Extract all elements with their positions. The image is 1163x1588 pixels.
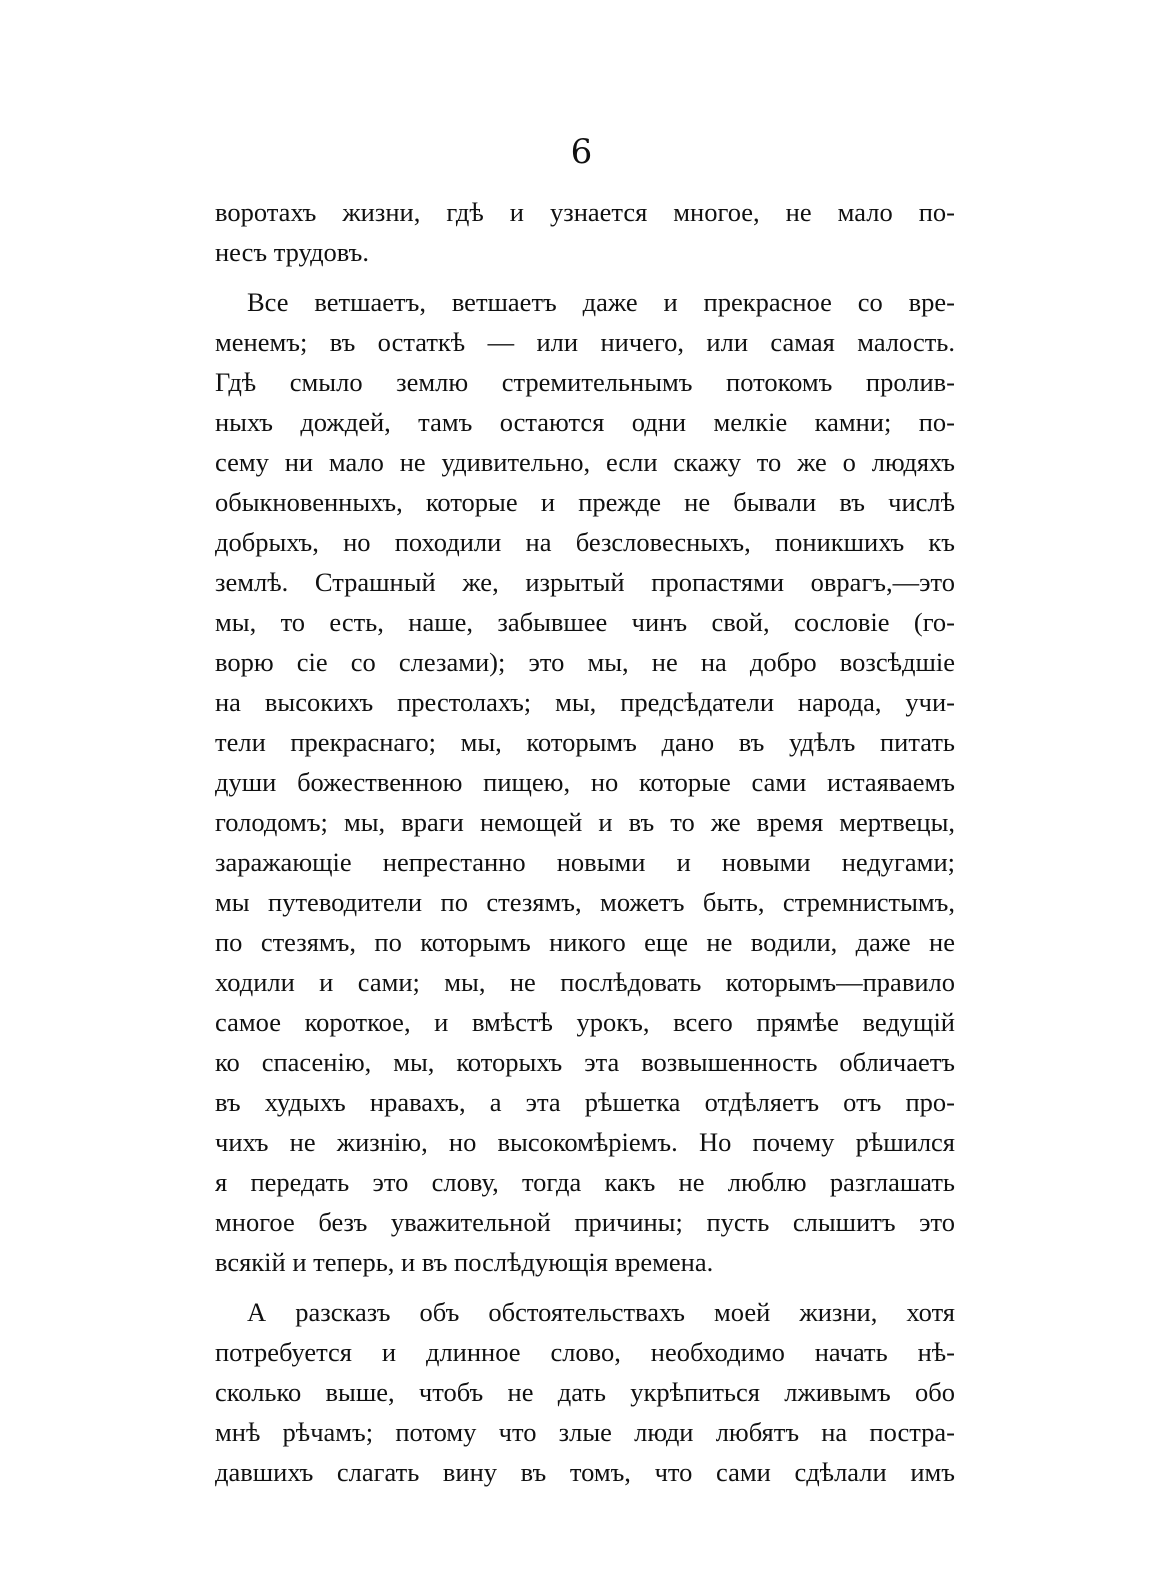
text-line: добрыхъ, но походили на безсловесныхъ, поникшихъ къ [215,527,955,557]
text-line: обыкновенныхъ, которые и прежде не бывали въ числѣ [215,487,955,517]
text-line: менемъ; въ остаткѣ — или ничего, или самая малость. [215,327,955,357]
text-line: Гдѣ смыло землю стремительнымъ потокомъ пролив- [215,367,955,397]
text-line: по стезямъ, по которымъ никого еще не водили, даже не [215,927,955,957]
body-text [215,192,955,1492]
text-line: на высокихъ престолахъ; мы, предсѣдатели народа, учи- [215,687,955,717]
paragraph [215,282,955,1282]
text-line: я передать это слову, тогда какъ не люблю разглашать [215,1167,955,1197]
text-line: мнѣ рѣчамъ; потому что злые люди любятъ на постра- [215,1417,955,1447]
text-line: давшихъ слагать вину въ томъ, что сами сдѣлали имъ [215,1457,955,1487]
text-line: всякій и теперь, и въ послѣдующія времена. [215,1247,714,1277]
text-line: потребуется и длинное слово, необходимо начать нѣ- [215,1337,955,1367]
text-line: мы путеводители по стезямъ, можетъ быть, стремнистымъ, [215,887,955,917]
text-line: души божественною пищею, но которые сами истаяваемъ [215,767,955,797]
text-line: въ худыхъ нравахъ, а эта рѣшетка отдѣляетъ отъ про- [215,1087,955,1117]
text-line: заражающіе непрестанно новыми и новыми недугами; [215,847,955,877]
text-line: воротахъ жизни, гдѣ и узнается многое, не мало по- [215,197,955,227]
paragraph [215,192,955,272]
text-line: ко спасенію, мы, которыхъ эта возвышенность обличаетъ [215,1047,955,1077]
text-line: самое короткое, и вмѣстѣ урокъ, всего прямѣе ведущій [215,1007,955,1037]
text-line: тели прекраснаго; мы, которымъ дано въ удѣлъ питать [215,727,955,757]
text-line: ходили и сами; мы, не послѣдовать которымъ—правило [215,967,955,997]
text-line: чихъ не жизнію, но высокомѣріемъ. Но почему рѣшился [215,1127,955,1157]
text-line: многое безъ уважительной причины; пусть слышитъ это [215,1207,955,1237]
text-line: ныхъ дождей, тамъ остаются одни мелкіе камни; по- [215,407,955,437]
text-line: Все ветшаетъ, ветшаетъ даже и прекрасное со вре- [247,287,955,317]
page-number: 6 [570,132,593,172]
text-line: землѣ. Страшный же, изрытый пропастями оврагъ,—это [215,567,955,597]
text-line: мы, то есть, наше, забывшее чинъ свой, сословіе (го- [215,607,955,637]
text-line: ворю сіе со слезами); это мы, не на добро возсѣдшіе [215,647,955,677]
paragraph [215,1292,955,1492]
text-line: сколько выше, чтобъ не дать укрѣпиться лживымъ обо [215,1377,955,1407]
text-line: несъ трудовъ. [215,237,369,267]
text-line: сему ни мало не удивительно, если скажу то же о людяхъ [215,447,955,477]
text-line: голодомъ; мы, враги немощей и въ то же время мертвецы, [215,807,955,837]
text-line: А разсказъ объ обстоятельствахъ моей жизни, хотя [247,1297,955,1327]
